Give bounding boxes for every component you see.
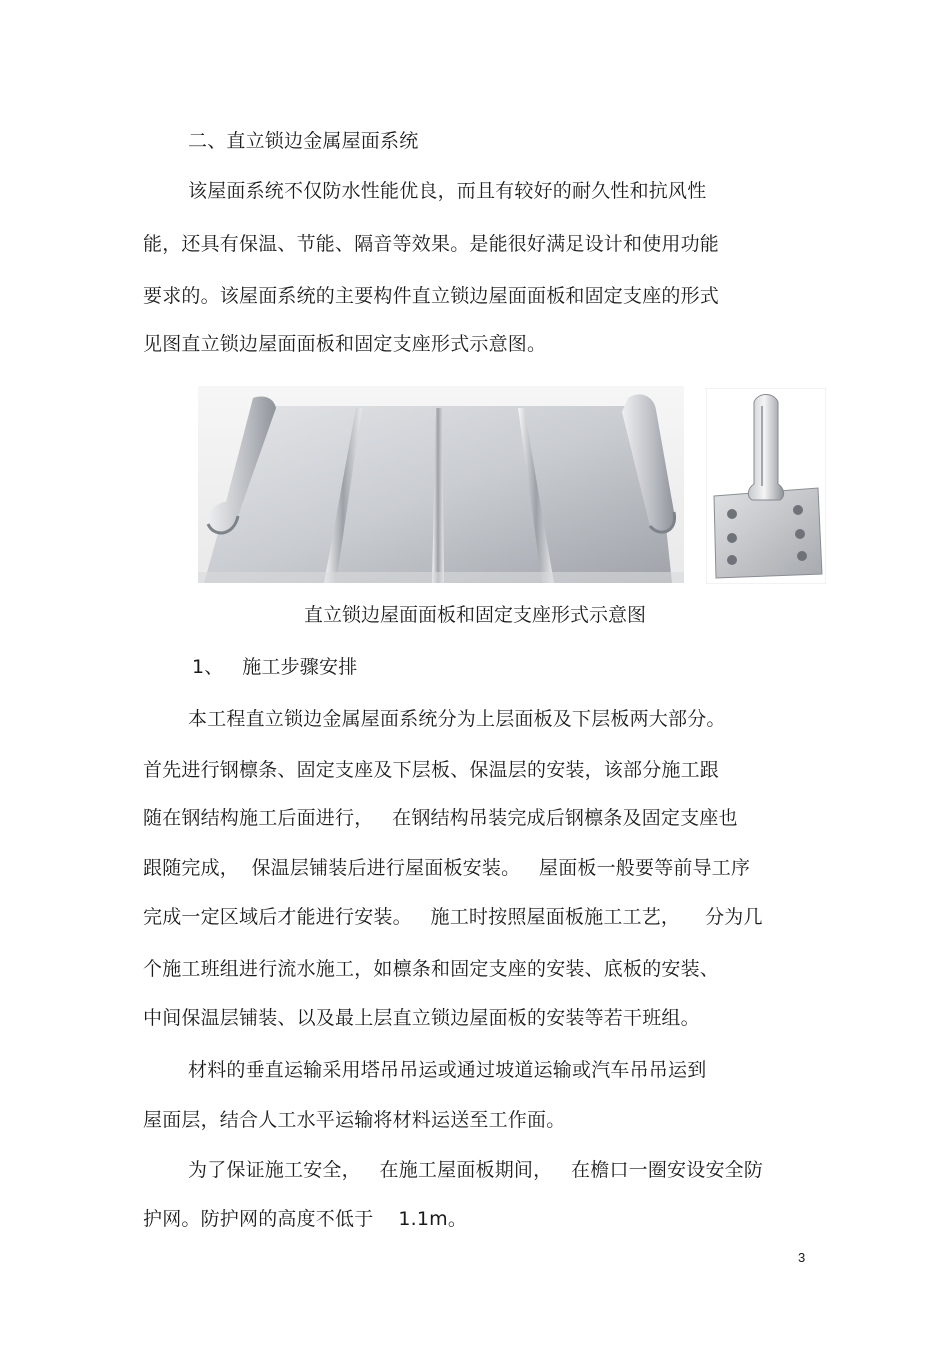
text-line: 屋面层，结合人工水平运输将材料运送至工作面。 <box>143 1109 566 1131</box>
text-line: 为了保证施工安全， 在施工屋面板期间， 在檐口一圈安设安全防 <box>188 1159 764 1181</box>
fixed-support-bracket-icon <box>706 388 826 584</box>
text-line: 随在钢结构施工后面进行， 在钢结构吊装完成后钢檩条及固定支座也 <box>143 807 738 829</box>
text-line: 本工程直立锁边金属屋面系统分为上层面板及下层板两大部分。 <box>188 708 726 730</box>
text-line: 要求的。该屋面系统的主要构件直立锁边屋面面板和固定支座的形式 <box>143 285 720 307</box>
text-line: 个施工班组进行流水施工，如檩条和固定支座的安装、底板的安装、 <box>143 958 720 980</box>
text-line: 护网。防护网的高度不低于 1.1m。 <box>143 1208 468 1230</box>
text-line: 材料的垂直运输采用塔吊吊运或通过坡道运输或汽车吊吊运到 <box>188 1059 707 1081</box>
text-line: 完成一定区域后才能进行安装。 施工时按照屋面板施工工艺， 分为几 <box>143 906 763 928</box>
page-title: 二、直立锁边金属屋面系统 <box>188 130 419 152</box>
text-line: 中间保温层铺装、以及最上层直立锁边屋面板的安装等若干班组。 <box>143 1007 700 1029</box>
subsection-title: 1、 施工步骤安排 <box>192 656 358 678</box>
page-number: 3 <box>798 1250 806 1265</box>
text-line: 首先进行钢檩条、固定支座及下层板、保温层的安装，该部分施工跟 <box>143 759 720 781</box>
text-line: 跟随完成， 保温层铺装后进行屋面板安装。 屋面板一般要等前导工序 <box>143 857 751 879</box>
figure-caption: 直立锁边屋面面板和固定支座形式示意图 <box>303 604 646 626</box>
text-line: 该屋面系统不仅防水性能优良，而且有较好的耐久性和抗风性 <box>188 180 707 202</box>
standing-seam-roof-panel-icon <box>198 386 684 583</box>
text-line: 见图直立锁边屋面面板和固定支座形式示意图。 <box>143 333 547 355</box>
text-line: 能，还具有保温、节能、隔音等效果。是能很好满足设计和使用功能 <box>143 233 720 255</box>
